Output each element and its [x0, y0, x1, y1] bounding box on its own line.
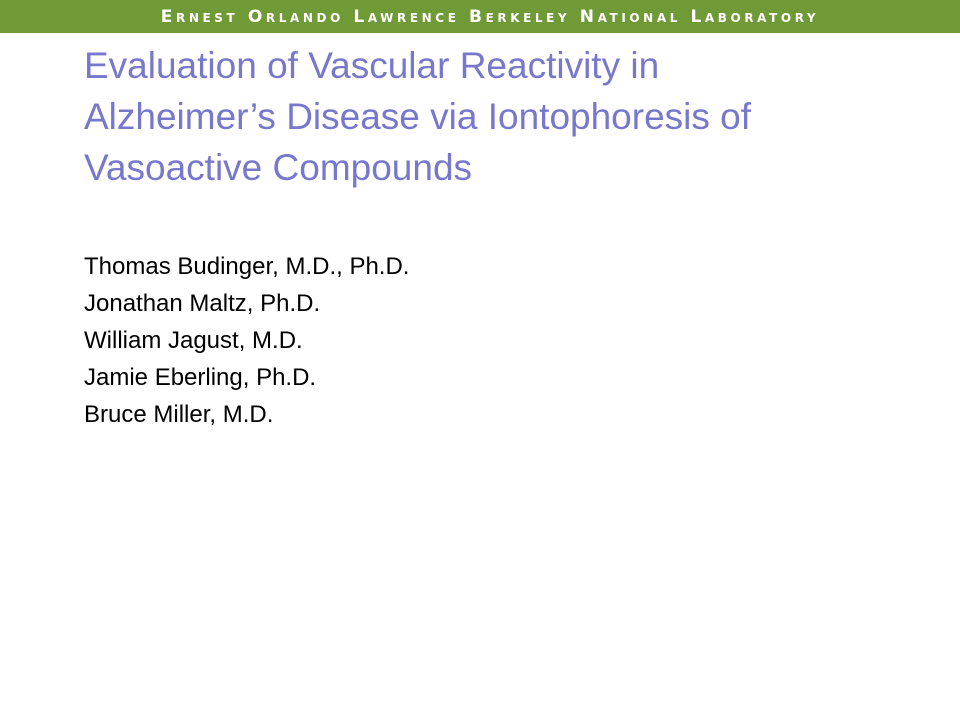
institution-header-bar [0, 0, 960, 33]
institution-name: Ernest Orlando Lawrence Berkeley National Laboratory [160, 6, 820, 27]
author-name: William Jagust, M.D. [84, 327, 303, 354]
author-name: Jamie Eberling, Ph.D. [84, 364, 317, 391]
author-list [84, 248, 409, 433]
title-line: Vasoactive Compounds [84, 147, 473, 188]
author-name: Jonathan Maltz, Ph.D. [84, 290, 321, 317]
title-line: Alzheimer’s Disease via Iontophoresis of [84, 96, 752, 137]
slide-title [84, 40, 944, 193]
author-name: Thomas Budinger, M.D., Ph.D. [84, 253, 410, 280]
author-name: Bruce Miller, M.D. [84, 401, 274, 428]
title-line: Evaluation of Vascular Reactivity in [84, 45, 660, 86]
